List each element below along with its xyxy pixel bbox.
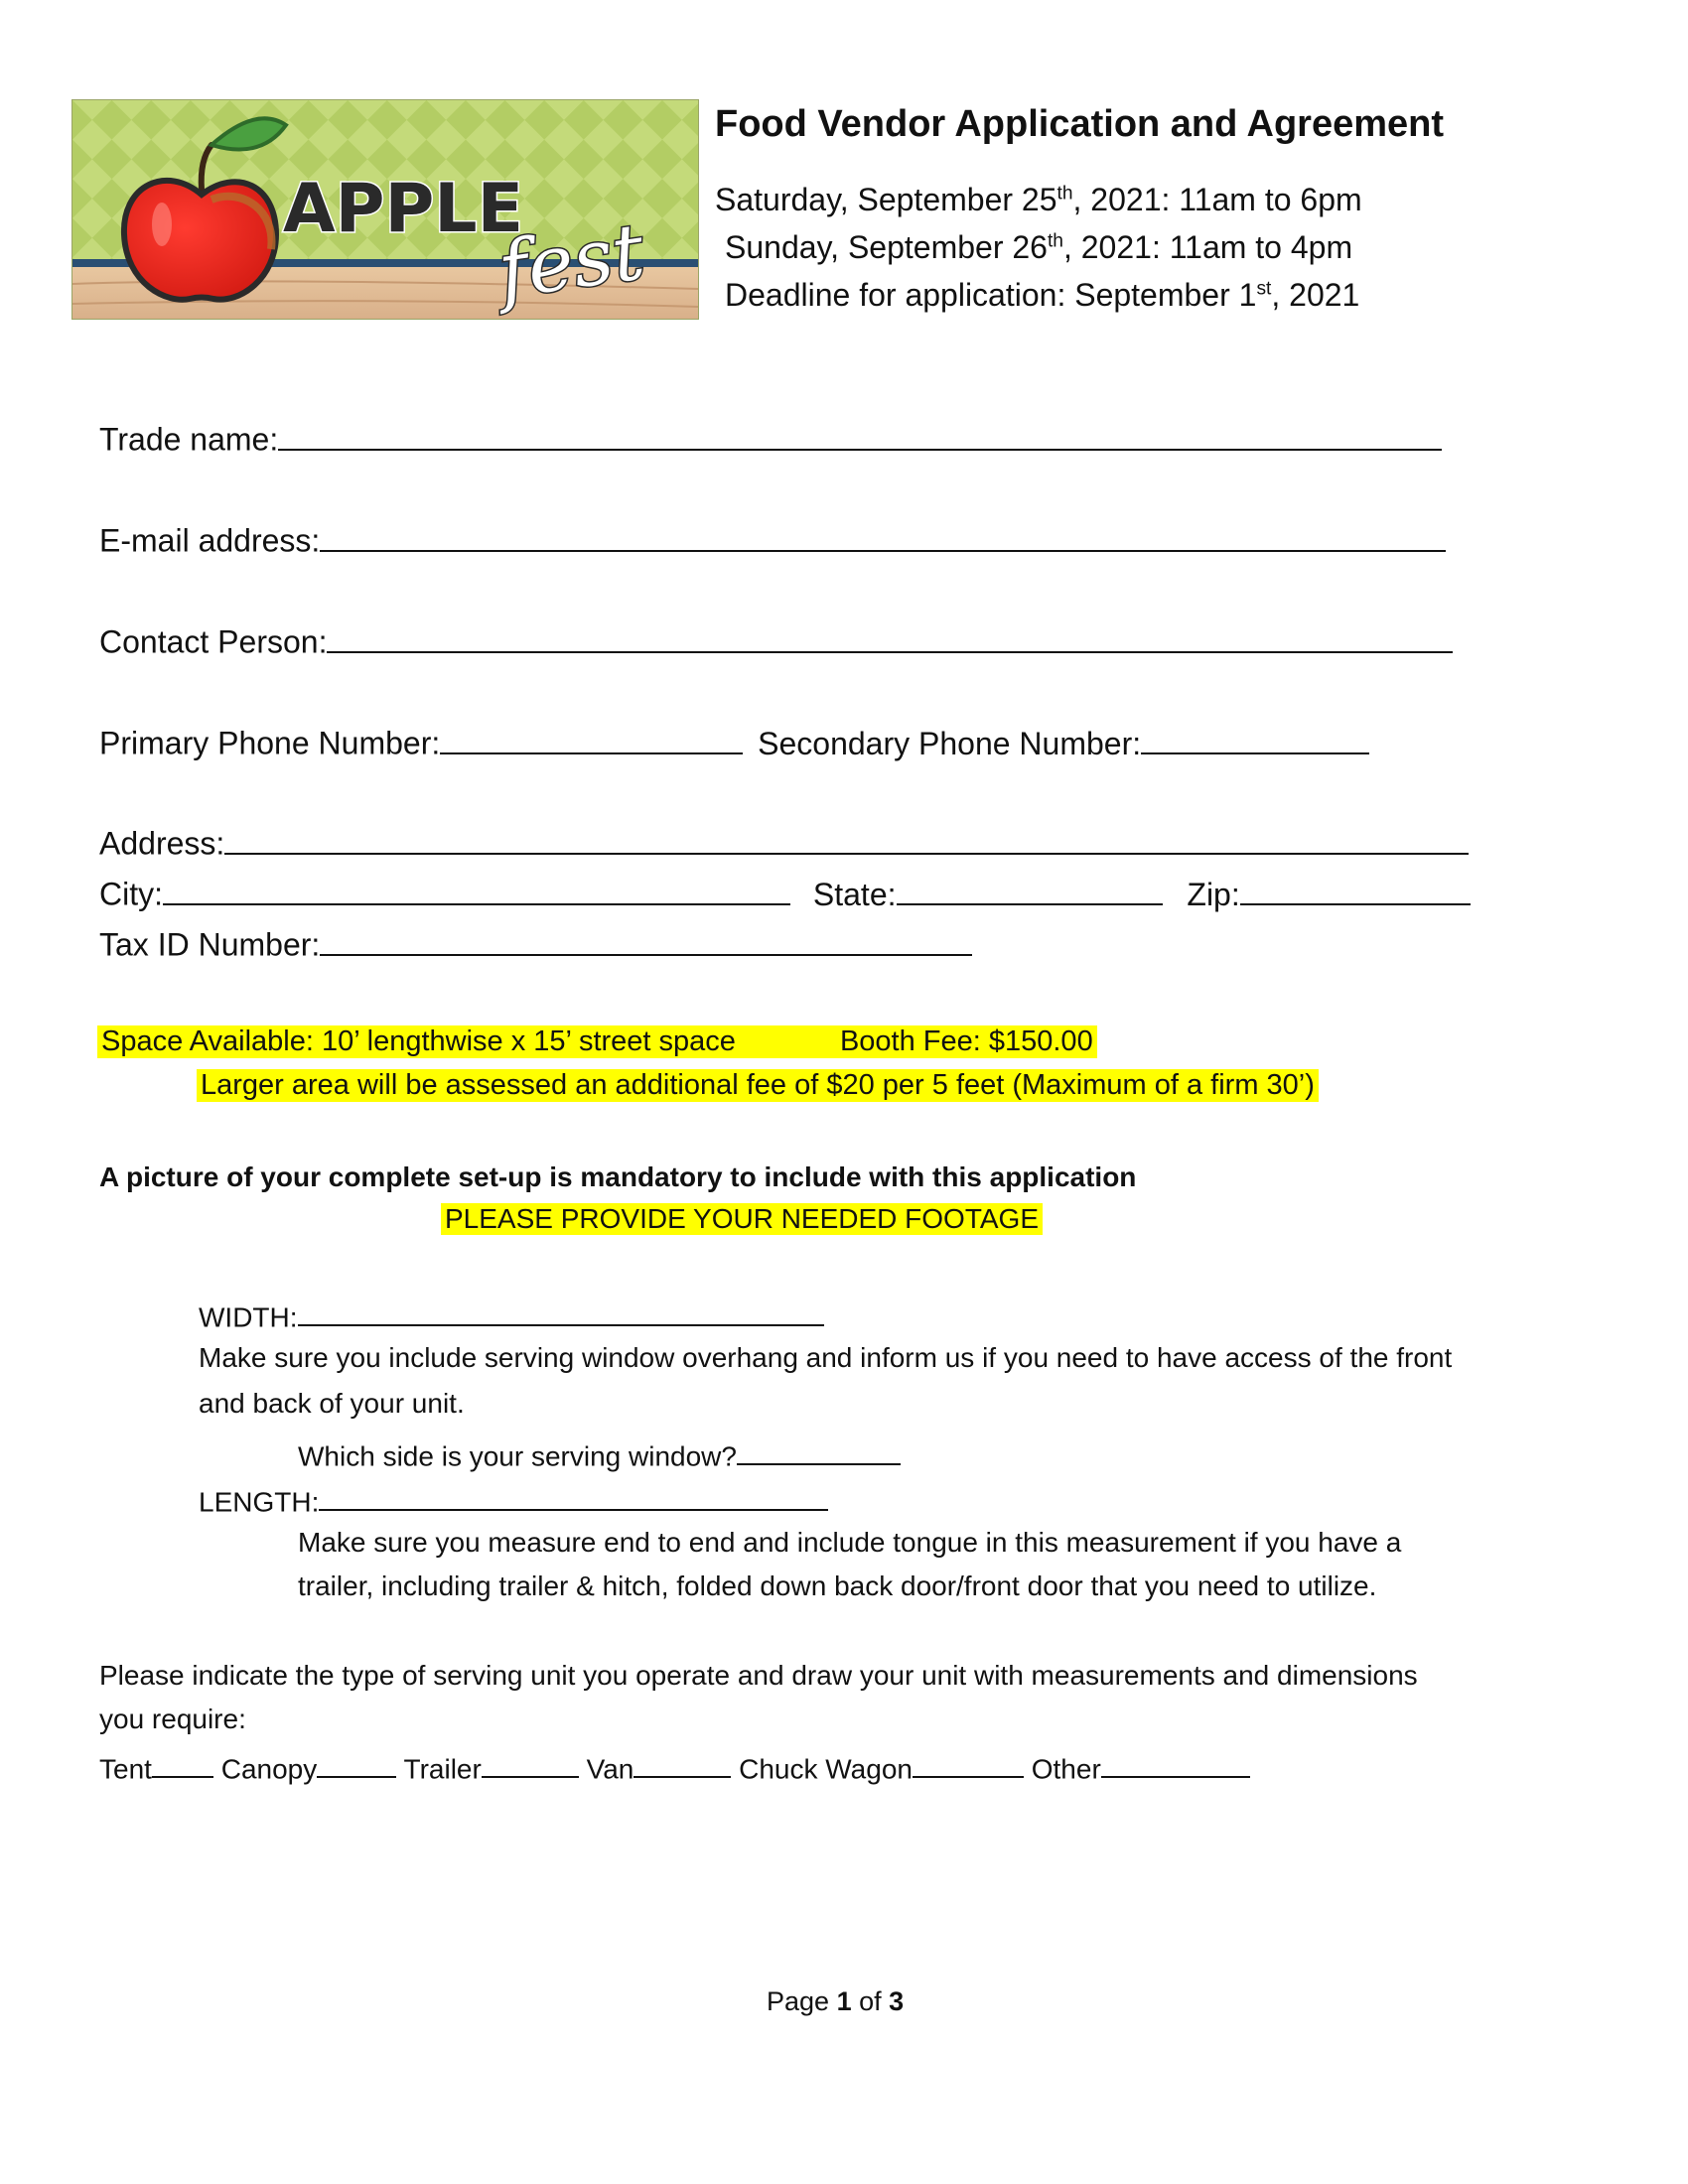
state-blank[interactable]: [897, 870, 1163, 905]
address-blank[interactable]: [224, 819, 1469, 855]
length-label: LENGTH:: [199, 1486, 320, 1518]
larger-area-fee-note: Larger area will be assessed an additional fee of $20 per 5 feet (Maximum of a firm 30’): [197, 1069, 1319, 1102]
width-field[interactable]: [199, 1296, 824, 1333]
email-label: E-mail address:: [99, 522, 321, 559]
contact-person-label: Contact Person:: [99, 623, 328, 660]
primary-phone-blank[interactable]: [440, 719, 743, 754]
email-field[interactable]: [99, 516, 1446, 560]
secondary-phone-blank[interactable]: [1141, 719, 1369, 754]
unit-option-chuck-wagon: Chuck Wagon: [739, 1753, 913, 1785]
unit-option-other: Other: [1031, 1753, 1101, 1785]
city-state-zip-row: [99, 870, 1471, 913]
zip-label: Zip:: [1187, 876, 1240, 912]
width-note-line-1: Make sure you include serving window overhang and inform us if you need to have access of the front: [199, 1342, 1453, 1373]
unit-type-options: [99, 1747, 1250, 1785]
trade-name-label: Trade name:: [99, 421, 279, 458]
unit-option-tent: Tent: [99, 1753, 152, 1785]
length-blank[interactable]: [319, 1480, 828, 1511]
width-blank[interactable]: [298, 1296, 824, 1326]
van-blank[interactable]: [633, 1747, 731, 1778]
saturday-schedule: Saturday, September 25th, 2021: 11am to 6pm: [715, 182, 1362, 217]
unit-type-instruction-line-1: Please indicate the type of serving unit you operate and draw your unit with measurements and dimensions: [99, 1660, 1418, 1691]
space-available-note: Space Available: 10’ lengthwise x 15’ street space Booth Fee: $150.00: [97, 1025, 1097, 1058]
email-blank[interactable]: [320, 516, 1446, 552]
width-label: WIDTH:: [199, 1301, 298, 1333]
picture-required-notice: A picture of your complete set-up is mandatory to include with this application: [99, 1161, 1137, 1192]
zip-blank[interactable]: [1240, 870, 1471, 905]
booth-fee: Booth Fee: $150.00: [839, 1025, 1093, 1057]
canopy-blank[interactable]: [317, 1747, 396, 1778]
page-number: Page 1 of 3: [767, 1986, 905, 2016]
page-title: Food Vendor Application and Agreement: [715, 103, 1445, 145]
application-deadline: Deadline for application: September 1st, 2021: [725, 277, 1360, 313]
address-label: Address:: [99, 825, 225, 862]
contact-person-field[interactable]: [99, 617, 1453, 661]
unit-option-van: Van: [586, 1753, 634, 1785]
serving-window-blank[interactable]: [737, 1434, 901, 1465]
chuck-wagon-blank[interactable]: [913, 1747, 1024, 1778]
primary-phone-label: Primary Phone Number:: [99, 725, 441, 761]
state-label: State:: [812, 876, 897, 912]
tax-id-blank[interactable]: [320, 920, 972, 956]
trailer-blank[interactable]: [482, 1747, 579, 1778]
contact-person-blank[interactable]: [327, 617, 1453, 653]
trade-name-field[interactable]: [99, 415, 1442, 459]
tax-id-field[interactable]: [99, 920, 972, 964]
width-note-line-2: and back of your unit.: [199, 1388, 465, 1419]
tent-blank[interactable]: [152, 1747, 213, 1778]
phone-row: [99, 719, 1369, 762]
city-label: City:: [99, 876, 163, 912]
serving-window-field[interactable]: [298, 1434, 901, 1472]
footage-notice: PLEASE PROVIDE YOUR NEEDED FOOTAGE: [441, 1203, 1043, 1235]
length-field[interactable]: [199, 1480, 828, 1518]
trade-name-blank[interactable]: [278, 415, 1442, 451]
logo-apple-word: APPLE: [283, 170, 524, 248]
serving-window-label: Which side is your serving window?: [298, 1440, 737, 1472]
unit-option-trailer: Trailer: [403, 1753, 482, 1785]
sunday-schedule: Sunday, September 26th, 2021: 11am to 4pm: [725, 229, 1353, 265]
logo-fest-script: fest: [492, 207, 650, 317]
address-field[interactable]: [99, 819, 1469, 863]
length-note-line-1: Make sure you measure end to end and include tongue in this measurement if you have a: [298, 1527, 1402, 1558]
length-note-line-2: trailer, including trailer & hitch, folded down back door/front door that you need to utilize.: [298, 1570, 1377, 1601]
unit-option-canopy: Canopy: [220, 1753, 318, 1785]
unit-type-instruction-line-2: you require:: [99, 1704, 246, 1734]
tax-id-label: Tax ID Number:: [99, 926, 321, 963]
secondary-phone-label: Secondary Phone Number:: [758, 725, 1142, 761]
applefest-logo: [71, 99, 699, 320]
other-blank[interactable]: [1101, 1747, 1250, 1778]
city-blank[interactable]: [163, 870, 790, 905]
applefest-logo-graphic: [72, 100, 698, 319]
